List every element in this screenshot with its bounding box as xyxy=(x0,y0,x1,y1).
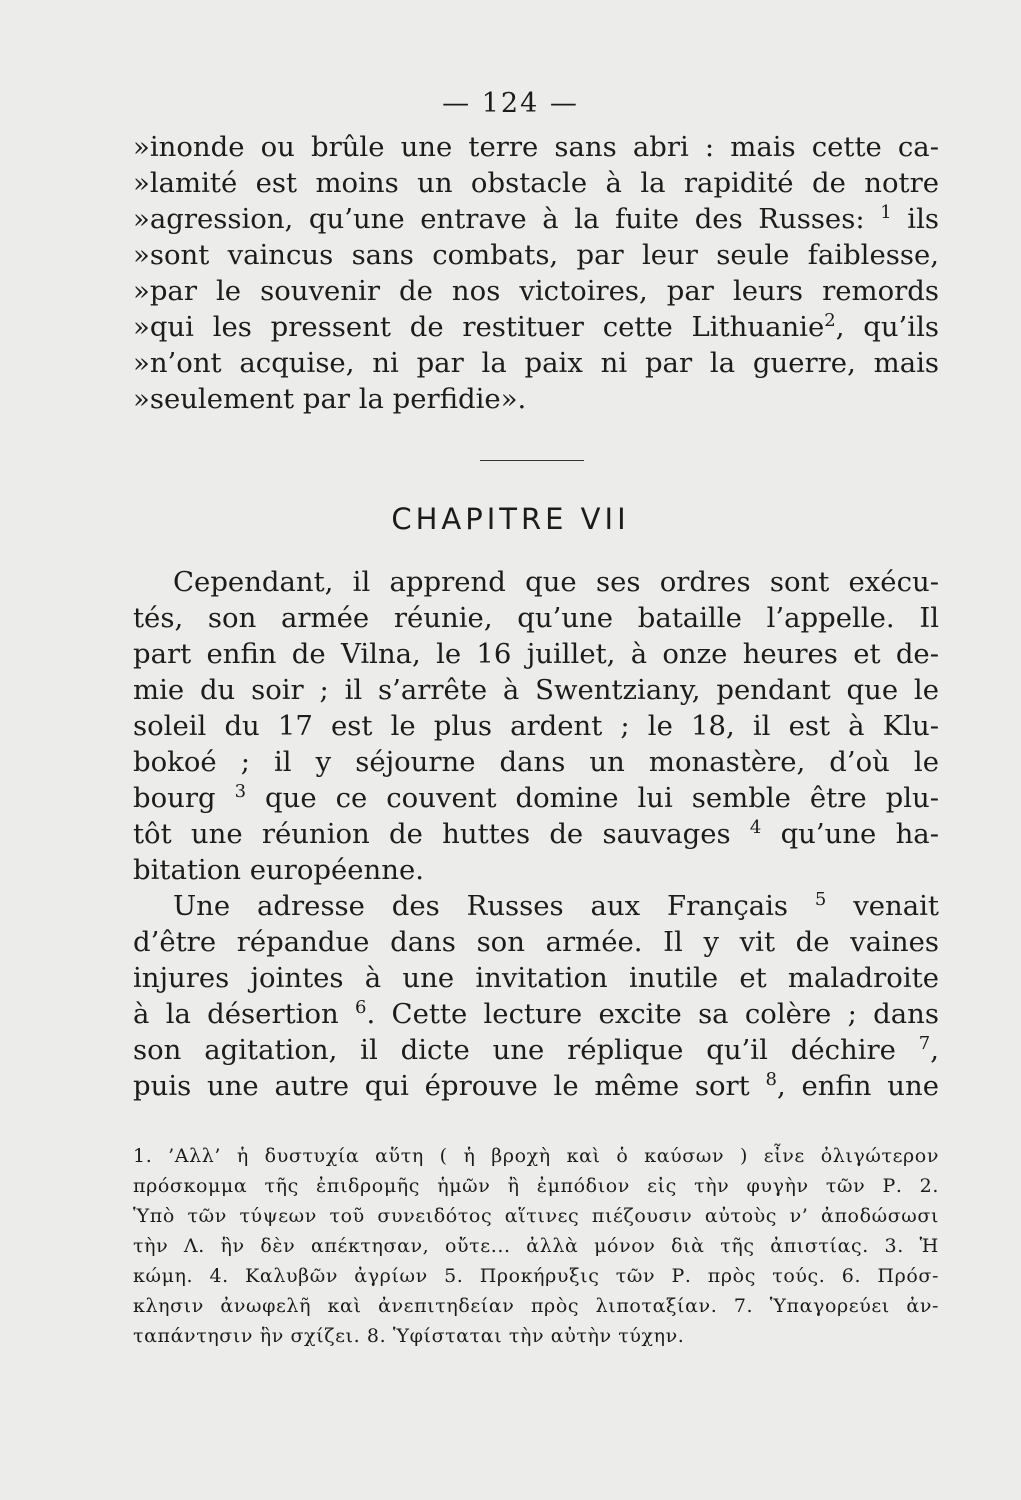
paragraph-line: bitation européenne. xyxy=(133,854,424,886)
paragraph-line xyxy=(133,1068,939,1104)
paragraph-line: part enfin de Vilna, le 16 juillet, à onze heures et de- xyxy=(133,638,939,670)
paragraph-text: , enfin une xyxy=(776,1070,939,1102)
paragraph-line xyxy=(133,888,939,924)
footnote-line: κώμη. 4. Καλυβῶν ἀγρίων 5. Προκήρυξις τῶν Ρ. πρὸς τούς. 6. Πρόσ- xyxy=(133,1265,939,1287)
paragraph-line: Cependant, il apprend que ses ordres sont exécu- xyxy=(173,566,939,598)
section-divider xyxy=(480,460,584,461)
quote-line-text: , qu’ils xyxy=(835,311,939,343)
footnote-line: ταπάντησιν ἣν σχίζει. 8. Ὑφίσταται τὴν αὐτὴν τύχην. xyxy=(133,1325,685,1347)
footnote-ref: 7 xyxy=(918,1033,931,1054)
paragraph-text: puis une autre qui éprouve le même sort xyxy=(133,1070,750,1102)
paragraph-line xyxy=(133,780,939,816)
paragraph-line: tés, son armée réunie, qu’une bataille l’appelle. Il xyxy=(133,602,939,634)
quotation-block xyxy=(133,129,939,417)
paragraph-text: que ce couvent domine lui semble être plu- xyxy=(246,782,939,814)
quote-line xyxy=(133,309,939,345)
footnote-line: τὴν Λ. ἣν δὲν απέκτησαν, οὔτε... ἀλλὰ μόνον διὰ τῆς ἀπιστίας. 3. Ἡ xyxy=(133,1235,939,1257)
footnote-line: Ὑπὸ τῶν τύψεων τοῦ συνειδότος αἵτινες πιέζουσιν αὐτοὺς ν’ ἀποδώσωσι xyxy=(133,1205,939,1227)
footnote-line: 1. ’Αλλ’ ἡ δυστυχία αὕτη ( ἡ βροχὴ καὶ ὁ καύσων ) εἶνε ὀλιγώτερον xyxy=(133,1145,939,1167)
paragraph-text: à la désertion xyxy=(133,998,339,1030)
body-text xyxy=(133,564,939,1104)
footnote-ref: 6 xyxy=(355,997,367,1018)
paragraph-text: bourg xyxy=(133,782,216,814)
paragraph-text: son agitation, il dicte une réplique qu’il déchire xyxy=(133,1034,896,1066)
paragraph-line: d’être répandue dans son armée. Il y vit de vaines xyxy=(133,926,939,958)
quote-line: »sont vaincus sans combats, par leur seule faiblesse, xyxy=(133,239,939,271)
paragraph-text: venait xyxy=(826,890,939,922)
paragraph-line: mie du soir ; il s’arrête à Swentziany, pendant que le xyxy=(133,674,939,706)
quote-line-text: »qui les pressent de restituer cette Lithuanie xyxy=(133,311,825,343)
quote-line: »seulement par la perfidie». xyxy=(133,383,527,415)
paragraph-text: tôt une réunion de huttes de sauvages xyxy=(133,818,731,850)
quote-line: »lamité est moins un obstacle à la rapidité de notre xyxy=(133,167,939,199)
paragraph-line xyxy=(133,1032,939,1068)
quote-line-text: ils xyxy=(891,203,939,235)
quote-line-text: »agression, qu’une entrave à la fuite des Russes: xyxy=(133,203,865,235)
paragraph-text: . Cette lecture excite sa colère ; dans xyxy=(366,998,940,1030)
quote-line: »n’ont acquise, ni par la paix ni par la guerre, mais xyxy=(133,347,939,379)
footnote-line: πρόσκομμα τῆς ἐπιδρομῆς ἡμῶν ἢ ἐμπόδιον εἰς τὴν φυγὴν τῶν Ρ. 2. xyxy=(133,1175,939,1197)
quote-line xyxy=(133,201,939,237)
footnote-ref: 4 xyxy=(749,817,762,838)
footnote-ref: 1 xyxy=(880,202,892,223)
footnote-line: κλησιν ἀνωφελῆ καὶ ἀνεπιτηδείαν πρὸς λιποταξίαν. 7. Ὑπαγορεύει ἀν- xyxy=(133,1295,939,1317)
paragraph-text: , xyxy=(930,1034,939,1066)
footnote-ref: 2 xyxy=(824,310,836,331)
quote-line: »par le souvenir de nos victoires, par leurs remords xyxy=(133,275,939,307)
footnote-ref: 3 xyxy=(234,781,247,802)
footnote-ref: 5 xyxy=(814,889,827,910)
quote-line: »inonde ou brûle une terre sans abri : mais cette ca- xyxy=(133,131,939,163)
chapter-heading: CHAPITRE VII xyxy=(391,502,630,536)
paragraph-line: soleil du 17 est le plus ardent ; le 18, il est à Klu- xyxy=(133,710,939,742)
paragraph-line: injures jointes à une invitation inutile et maladroite xyxy=(133,962,939,994)
footnotes xyxy=(133,1141,939,1351)
footnote-ref: 8 xyxy=(765,1069,777,1090)
paragraph-line: bokoé ; il y séjourne dans un monastère, d’où le xyxy=(133,746,939,778)
paragraph-text: qu’une ha- xyxy=(761,818,939,850)
paragraph-line xyxy=(133,996,939,1032)
paragraph-text: Une adresse des Russes aux Français xyxy=(173,890,789,922)
page-number: — 124 — xyxy=(442,88,579,119)
paragraph-line xyxy=(133,816,939,852)
